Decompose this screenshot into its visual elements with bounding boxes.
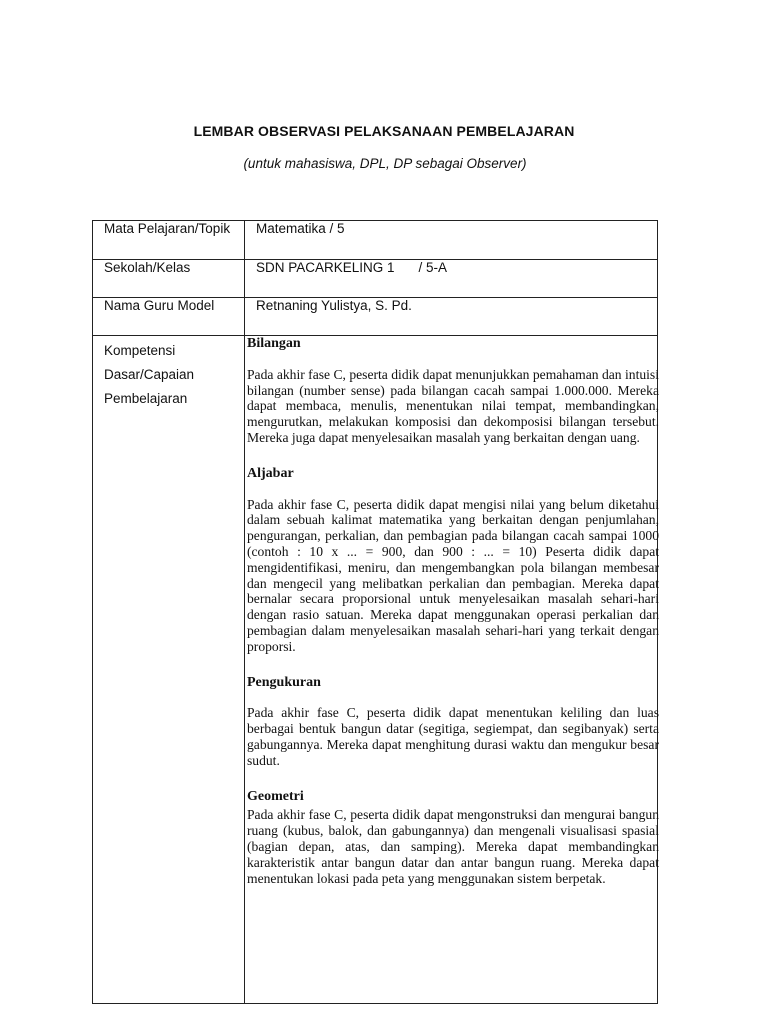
section-heading-bilangan: Bilangan (247, 336, 301, 351)
teacher-value-cell (245, 298, 658, 336)
teacher-value: Retnaning Yulistya, S. Pd. (256, 298, 412, 313)
table-row-competence (93, 336, 658, 1004)
document-title: LEMBAR OBSERVASI PELAKSANAAN PEMBELAJARAN (193, 123, 575, 139)
section-text-geometri: Pada akhir fase C, peserta didik dapat mengonstruksi dan mengurai bangun ruang (kubus, balok, dan gabungannya) dan mengenali visualisasi spasial (bagian depan, atas, dan samping). Mereka dapat membandingkan karakteristik antar bangun datar dan antar bangun ruang. Mereka dapat menentukan lokasi pada peta yang menggunakan sistem berpetak. (247, 807, 659, 886)
class-name: / 5-A (418, 260, 448, 275)
table-row-school (93, 260, 658, 298)
competence-content (247, 336, 659, 886)
subject-label-cell (93, 221, 245, 260)
subject-value: Matematika / 5 (256, 221, 345, 236)
table-row-subject (93, 221, 658, 260)
section-text-pengukuran: Pada akhir fase C, peserta didik dapat menentukan keliling dan luas berbagai bentuk bangun datar (segitiga, segiempat, dan segibanyak) serta gabungannya. Mereka dapat menghitung durasi waktu dan mengukur besar sudut. (247, 705, 659, 768)
school-name: SDN PACARKELING 1 (256, 260, 395, 275)
school-label: Sekolah/Kelas (104, 260, 191, 275)
competence-label-line-3: Pembelajaran (104, 391, 188, 406)
subject-label: Mata Pelajaran/Topik (104, 221, 231, 236)
school-label-cell (93, 260, 245, 298)
table-row-teacher (93, 298, 658, 336)
observation-table (92, 220, 658, 1004)
school-value-cell (245, 260, 658, 298)
section-heading-pengukuran: Pengukuran (247, 674, 321, 690)
section-text-aljabar: Pada akhir fase C, peserta didik dapat mengisi nilai yang belum diketahui dalam sebuah kalimat matematika yang berkaitan dengan penjumlahan, pengurangan, perkalian, dan pembagian pada bilangan cacah sampai 1000 (contoh : 10 x ... = 900, dan 900 : ... = 10) Peserta didik dapat mengidentifikasi, meniru, dan mengembangkan pola bilangan membesar dan mengecil yang melibatkan perkalian dan pembagian. Mereka dapat bernalar secara proporsional untuk menyelesaikan masalah sehari-hari dengan rasio satuan. Mereka dapat menggunakan operasi perkalian dan pembagian dalam menyelesaikan masalah sehari-hari yang terkait dengan proporsi. (247, 496, 659, 654)
section-text-bilangan: Pada akhir fase C, peserta didik dapat menunjukkan pemahaman dan intuisi bilangan (number sense) pada bilangan cacah sampai 1.000.000. Mereka dapat membaca, menulis, menentukan nilai tempat, membandingkan, mengurutkan, melakukan komposisi dan dekomposisi bilangan tersebut. Mereka juga dapat menyelesaikan masalah yang berkaitan dengan uang. (247, 366, 659, 445)
section-heading-geometri: Geometri (247, 788, 304, 804)
section-heading-aljabar: Aljabar (247, 465, 294, 481)
teacher-label: Nama Guru Model (104, 298, 215, 313)
competence-label-cell (93, 336, 245, 1004)
school-value (256, 260, 657, 276)
teacher-label-cell (93, 298, 245, 336)
document-subtitle: (untuk mahasiswa, DPL, DP sebagai Observer) (243, 156, 527, 171)
competence-label-line-1: Kompetensi (104, 343, 176, 358)
competence-label-line-2: Dasar/Capaian (104, 367, 195, 382)
competence-content-cell (245, 336, 658, 1004)
subject-value-cell (245, 221, 658, 260)
